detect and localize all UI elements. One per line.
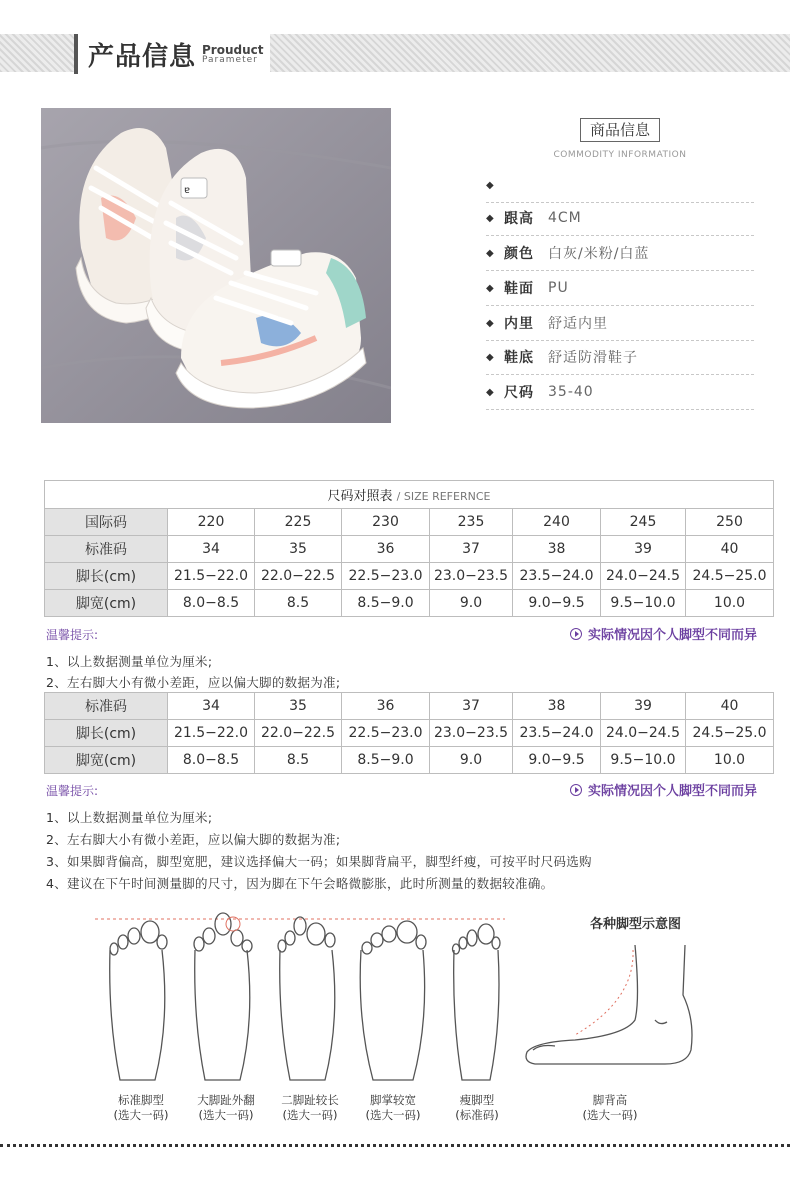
table-row <box>45 720 774 747</box>
table-cell: 8.5−9.0 <box>342 747 430 774</box>
svg-text:ɐ: ɐ <box>184 185 191 196</box>
bullet-icon: ◆ <box>486 351 494 363</box>
table-cell: 8.5−9.0 <box>342 590 430 617</box>
bottom-divider <box>0 1144 790 1147</box>
foot-label-line1: 瘦脚型 <box>459 1093 495 1107</box>
play-circle-icon <box>570 784 582 796</box>
foot-label-line1: 脚掌较宽 <box>370 1093 416 1107</box>
table-cell: 40 <box>686 693 774 720</box>
tip-label: 温馨提示: <box>46 784 99 798</box>
foot-label-line1: 脚背高 <box>592 1093 628 1107</box>
bullet-icon: ◆ <box>486 386 494 398</box>
table-cell: 8.5 <box>255 590 342 617</box>
table-cell: 34 <box>168 693 255 720</box>
table-cell: 250 <box>686 509 774 536</box>
commodity-title: 商品信息 <box>580 118 660 142</box>
size-table-title-cn: 尺码对照表 <box>327 489 393 504</box>
info-row <box>486 168 754 203</box>
note-line: 1、以上数据测量单位为厘米; <box>46 810 213 825</box>
table-cell: 21.5−22.0 <box>168 720 255 747</box>
table-cell: 38 <box>513 693 601 720</box>
tip-right <box>570 780 757 799</box>
table-cell: 40 <box>686 536 774 563</box>
table-cell: 10.0 <box>686 747 774 774</box>
foot-label-line2: (选大一码) <box>113 1108 169 1122</box>
table-cell: 37 <box>430 536 513 563</box>
table-cell: 22.0−22.5 <box>255 563 342 590</box>
size-table-2 <box>44 692 774 774</box>
table-cell: 9.0−9.5 <box>513 747 601 774</box>
note-line: 2、左右脚大小有微小差距，应以偏大脚的数据为准; <box>46 675 341 690</box>
table-cell: 235 <box>430 509 513 536</box>
table-cell: 9.5−10.0 <box>601 747 686 774</box>
side-foot-diagram <box>515 940 715 1080</box>
note-line: 2、左右脚大小有微小差距，应以偏大脚的数据为准; <box>46 832 341 847</box>
info-key: 跟高 <box>504 211 534 227</box>
row-label: 脚宽(cm) <box>45 590 168 617</box>
commodity-subtitle: COMMODITY INFORMATION <box>553 150 687 160</box>
table-cell: 35 <box>255 693 342 720</box>
section-title-en <box>202 44 263 65</box>
table-cell: 23.5−24.0 <box>513 720 601 747</box>
info-row <box>486 271 754 306</box>
note-line: 3、如果脚背偏高，脚型宽肥，建议选择偏大一码；如果脚背扁平，脚型纤瘦，可按平时尺码选购 <box>46 854 592 869</box>
info-value: 4CM <box>548 210 582 226</box>
table-cell: 9.0−9.5 <box>513 590 601 617</box>
size-table <box>44 480 774 617</box>
table-row <box>45 536 774 563</box>
table-cell: 8.0−8.5 <box>168 747 255 774</box>
foot-label-line1: 大脚趾外翻 <box>197 1093 255 1107</box>
bullet-icon: ◆ <box>486 247 494 259</box>
table-cell: 220 <box>168 509 255 536</box>
table-cell: 9.0 <box>430 747 513 774</box>
tip-right <box>570 624 757 643</box>
info-row <box>486 236 754 271</box>
info-value: PU <box>548 280 569 296</box>
table-cell: 22.5−23.0 <box>342 720 430 747</box>
table-cell: 240 <box>513 509 601 536</box>
play-circle-icon <box>570 628 582 640</box>
table-cell: 34 <box>168 536 255 563</box>
foot-label <box>348 1093 438 1123</box>
info-row <box>486 201 754 236</box>
foot-label-line2: (选大一码) <box>198 1108 254 1122</box>
info-key: 鞋面 <box>504 281 534 297</box>
table-cell: 225 <box>255 509 342 536</box>
info-key: 颜色 <box>504 246 534 262</box>
foot-label <box>181 1093 271 1123</box>
bullet-icon: ◆ <box>486 282 494 294</box>
row-label: 标准码 <box>45 536 168 563</box>
table-cell: 22.5−23.0 <box>342 563 430 590</box>
title-en-line1: Prouduct <box>202 42 264 57</box>
table-row <box>45 590 774 617</box>
table-cell: 36 <box>342 536 430 563</box>
foot-label <box>565 1093 655 1123</box>
tip-label: 温馨提示: <box>46 628 99 642</box>
size-table-title-en: / SIZE REFERNCE <box>396 490 491 503</box>
table-cell: 23.0−23.5 <box>430 563 513 590</box>
info-key: 尺码 <box>504 385 534 401</box>
section-title: 产品信息 <box>88 41 197 72</box>
bullet-icon: ◆ <box>486 179 494 191</box>
info-row <box>486 375 754 410</box>
table-cell: 38 <box>513 536 601 563</box>
info-value: 白灰/米粉/白蓝 <box>548 246 650 262</box>
table-cell: 35 <box>255 536 342 563</box>
table-row <box>45 693 774 720</box>
info-value: 35-40 <box>548 384 594 400</box>
table-cell: 9.0 <box>430 590 513 617</box>
bullet-icon: ◆ <box>486 212 494 224</box>
table-cell: 36 <box>342 693 430 720</box>
info-row <box>486 340 754 375</box>
table-cell: 10.0 <box>686 590 774 617</box>
note-line: 1、以上数据测量单位为厘米; <box>46 654 213 669</box>
row-label: 脚宽(cm) <box>45 747 168 774</box>
table-cell: 9.5−10.0 <box>601 590 686 617</box>
info-key: 鞋底 <box>504 350 534 366</box>
table-cell: 24.5−25.0 <box>686 563 774 590</box>
table-cell: 245 <box>601 509 686 536</box>
tip-right-text: 实际情况因个人脚型不同而异 <box>588 784 758 799</box>
table-cell: 24.5−25.0 <box>686 720 774 747</box>
foot-label <box>432 1093 522 1123</box>
foot-types-diagram <box>90 910 510 1090</box>
diagram-title: 各种脚型示意图 <box>590 917 682 932</box>
table-cell: 39 <box>601 536 686 563</box>
table-row <box>45 747 774 774</box>
info-row <box>486 306 754 341</box>
table-cell: 8.5 <box>255 747 342 774</box>
foot-label-line2: (选大一码) <box>365 1108 421 1122</box>
table-cell: 37 <box>430 693 513 720</box>
title-en-line2: Parameter <box>202 54 258 65</box>
table-cell: 230 <box>342 509 430 536</box>
row-label: 脚长(cm) <box>45 720 168 747</box>
sneakers-image <box>41 108 391 423</box>
size-table-title <box>45 481 774 509</box>
table-cell: 8.0−8.5 <box>168 590 255 617</box>
table-cell: 23.5−24.0 <box>513 563 601 590</box>
foot-label-line2: (选大一码) <box>282 1108 338 1122</box>
table-cell: 24.0−24.5 <box>601 563 686 590</box>
foot-label <box>96 1093 186 1123</box>
table-row <box>45 509 774 536</box>
info-value: 舒适防滑鞋子 <box>548 350 638 366</box>
tip-right-text: 实际情况因个人脚型不同而异 <box>588 628 758 643</box>
note-line: 4、建议在下午时间测量脚的尺寸，因为脚在下午会略微膨胀，此时所测量的数据较准确。 <box>46 876 554 891</box>
foot-label <box>265 1093 355 1123</box>
table-cell: 23.0−23.5 <box>430 720 513 747</box>
size-table-title-row <box>45 481 774 509</box>
table-cell: 22.0−22.5 <box>255 720 342 747</box>
table-cell: 21.5−22.0 <box>168 563 255 590</box>
row-label: 国际码 <box>45 509 168 536</box>
foot-label-line1: 二脚趾较长 <box>281 1093 339 1107</box>
row-label: 标准码 <box>45 693 168 720</box>
row-label: 脚长(cm) <box>45 563 168 590</box>
table-row <box>45 563 774 590</box>
foot-label-line1: 标准脚型 <box>118 1093 164 1107</box>
info-key: 内里 <box>504 316 534 332</box>
table-cell: 24.0−24.5 <box>601 720 686 747</box>
foot-label-line2: (标准码) <box>455 1108 499 1122</box>
foot-label-line2: (选大一码) <box>582 1108 638 1122</box>
product-photo <box>41 108 391 423</box>
table-cell: 39 <box>601 693 686 720</box>
section-header <box>74 34 270 74</box>
bullet-icon: ◆ <box>486 317 494 329</box>
info-value: 舒适内里 <box>548 316 608 332</box>
